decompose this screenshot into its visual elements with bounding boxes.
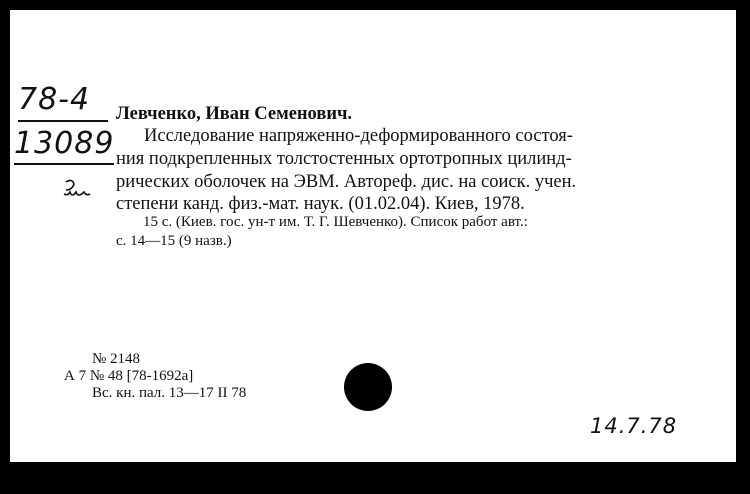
pagination-line: с. 14—15 (9 назв.) (116, 233, 232, 249)
title-line: рических оболочек на ЭВМ. Автореф. дис. на соиск. учен. (116, 172, 577, 192)
call-number-underline-bottom (14, 163, 114, 165)
shelf-line: А 7 № 48 [78-1692а] (64, 368, 194, 384)
handwritten-date: 14.7.78 (590, 414, 678, 438)
call-number-top: 78-4 (18, 82, 91, 117)
title-line: Исследование напряженно-деформированного состоя- (144, 126, 573, 146)
punch-hole (344, 363, 392, 411)
call-number-underline (18, 120, 108, 122)
call-number-bottom: 13089 (14, 126, 115, 161)
register-line: Вс. кн. пал. 13—17 II 78 (92, 385, 247, 401)
title-line: степени канд. физ.-мат. наук. (01.02.04). Киев, 1978. (116, 194, 525, 214)
title-line: ния подкрепленных толстостенных ортотропных цилинд- (116, 149, 572, 169)
author-heading: Левченко, Иван Семенович. (116, 104, 353, 124)
record-number: № 2148 (92, 351, 141, 367)
pagination-line: 15 с. (Киев. гос. ун-т им. Т. Г. Шевченко). Список работ авт.: (143, 214, 528, 230)
handwritten-mark (52, 178, 92, 208)
